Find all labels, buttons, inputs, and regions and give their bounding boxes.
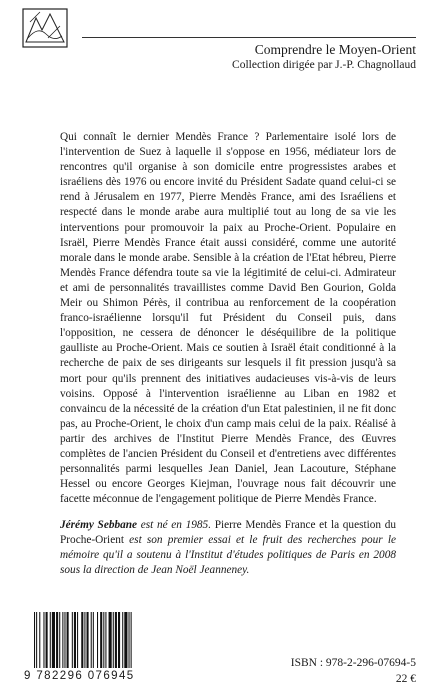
isbn-label: ISBN : 978-2-296-07694-5: [290, 657, 416, 669]
back-cover-blurb: Qui connaît le dernier Mendès France ? Parlementaire isolé lors de l'intervention de Suez à laquelle il s'oppose en 1956, médiateur lors de rencontres qu'il organise à son domicile entre progressistes arabes et israéliens dès 1976 ou encore invité du Président Sadate quand celui-ci se rend à Jérusalem en 1977, Pierre Mendès France, ami des Israéliens et respecté dans le monde arabe aura multiplié tout au long de sa vie les interventions pour promouvoir la paix au Proche-Orient. Populaire en Israël, Pierre Mendès France était aussi considéré, comme une autorité morale dans le monde arabe. Sensible à la création de l'Etat hébreu, Pierre Mendès France défendra toute sa vie la légitimité de celui-ci. Admirateur et ami de personnalités travaillistes comme David Ben Gourion, Golda Meir ou Shimon Pérès, il contribua au renforcement de la coopération franco-israélienne lorsqu'il fut Président du Conseil puis, dans l'opposition, ne cessera de dénoncer le déséquilibre de la politique gaulliste au Proche-Orient. Mais ce soutien à Israël était conditionné à la recherche de paix de ses dirigeants sur lesquels il fit pression jusqu'à sa mort pour qu'ils prennent des initiatives audacieuses vis-à-vis de leurs voisins. Opposé à l'intervention israélienne au Liban en 1982 et convaincu de la nécessité de la création d'un Etat palestinien, il ne fit donc pas, au Proche-Orient, le choix d'un camp mais celui de la paix. Réalisé à partir des archives de l'Institut Pierre Mendès France, des Œuvres complètes de l'ancien Président du Conseil et d'entretiens avec différentes personnalités parmi lesquelles Jean Daniel, Jean Lacouture, Stéphane Hessel ou encore Georges Kiejman, l'ouvrage nous fait découvrir une facette méconnue de l'engagement politique de Pierre Mendès France.: [60, 131, 396, 506]
author-bio: [60, 518, 396, 578]
price: 22 €: [395, 673, 416, 685]
author-name: Jérémy Sebbane: [60, 519, 138, 531]
series-collection: Collection dirigée par J.-P. Chagnollaud: [232, 59, 416, 71]
series-title: Comprendre le Moyen-Orient: [254, 42, 416, 57]
header-rule: [82, 37, 416, 38]
isbn-block: [291, 655, 416, 687]
series-info: [232, 42, 416, 72]
publisher-logo: [22, 8, 68, 48]
barcode: [32, 612, 170, 670]
barcode-digits: 9 782296 076945: [24, 670, 135, 682]
author-bio-rest: est son premier essai et le fruit des recherches pour le mémoire qu'il a soutenu à l'Institut d'études politiques de Paris en 2008 sous la direction de Jean Noël Jeanneney.: [60, 534, 397, 577]
book-title: Pierre Mendès France et la question du Proche-Orient: [60, 519, 397, 547]
author-born: est né en 1985.: [140, 519, 212, 531]
